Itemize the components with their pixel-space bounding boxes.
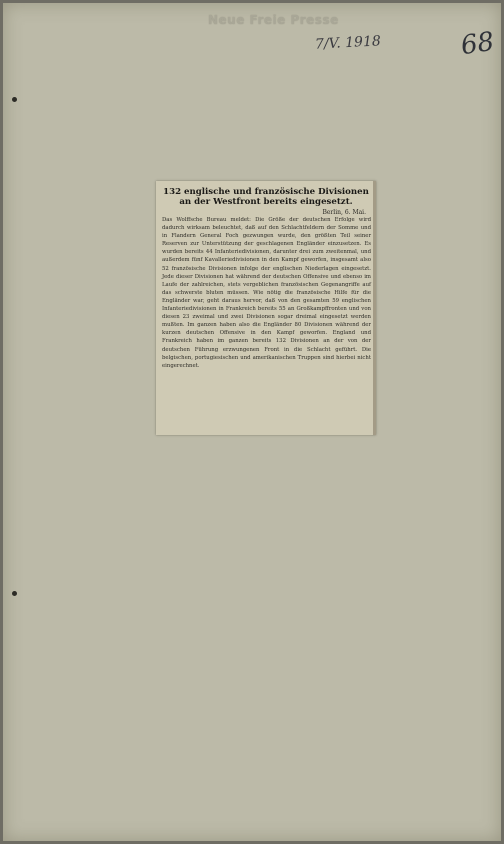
handwritten-page-number: 68	[459, 26, 497, 62]
newspaper-clipping	[156, 181, 376, 435]
clipping-article-text: Das Wolffsche Bureau meldet: Die Größe der deutschen Erfolge wird dadurch wirksam beleuchtet, daß auf den Schlachtfeldern der Somme und in Flandern General Foch gezwungen wurde, den größten Teil seiner Reserven zur Unterstützung der geschlagenen Engländer einzusetzen. Es wurden bereits 44 Infanteriedivisionen, darunter drei zum zweitenmal, und außerdem fünf Kavalleriedivisionen in den Kampf geworfen, insgesamt also 52 französische Divisionen infolge der englischen Niederlagen eingesetzt. Jede dieser Divisionen hat während der deutschen Offensive und ebenso im Laufe der zahlreichen, stets vergeblichen französischen Gegenangriffe auf das schwerste bluten müssen. Wie nötig die französische Hilfe für die Engländer war, geht daraus hervor, daß von den gesamten 59 englischen Infanteriedivisionen in Frankreich bereits 55 an Großkampffronten und von diesen 23 zweimal und zwei Divisionen sogar dreimal eingesetzt werden mußten. Im ganzen haben also die Engländer 80 Divisionen während der kurzen deutschen Offensive in den Kampf geworfen. England und Frankreich haben im ganzen bereits 132 Divisionen an der von der deutschen Führung erzwungenen Front in die Schlacht geführt. Die belgischen, portugiesischen und amerikanischen Truppen sind hierbei nicht eingerechnet.	[162, 217, 371, 369]
clipping-headline: 132 englische und französische Divisionen an der Westfront bereits eingesetzt.	[163, 187, 369, 207]
handwritten-date: 7/V. 1918	[314, 33, 382, 53]
newspaper-stamp: Neue Freie Presse	[208, 13, 339, 27]
clipping-edge	[373, 181, 376, 435]
archive-sheet	[3, 3, 501, 841]
clipping-dateline: Berlin, 6. Mai.	[322, 209, 366, 216]
punch-hole-bottom	[12, 591, 17, 596]
punch-hole-top	[12, 97, 17, 102]
